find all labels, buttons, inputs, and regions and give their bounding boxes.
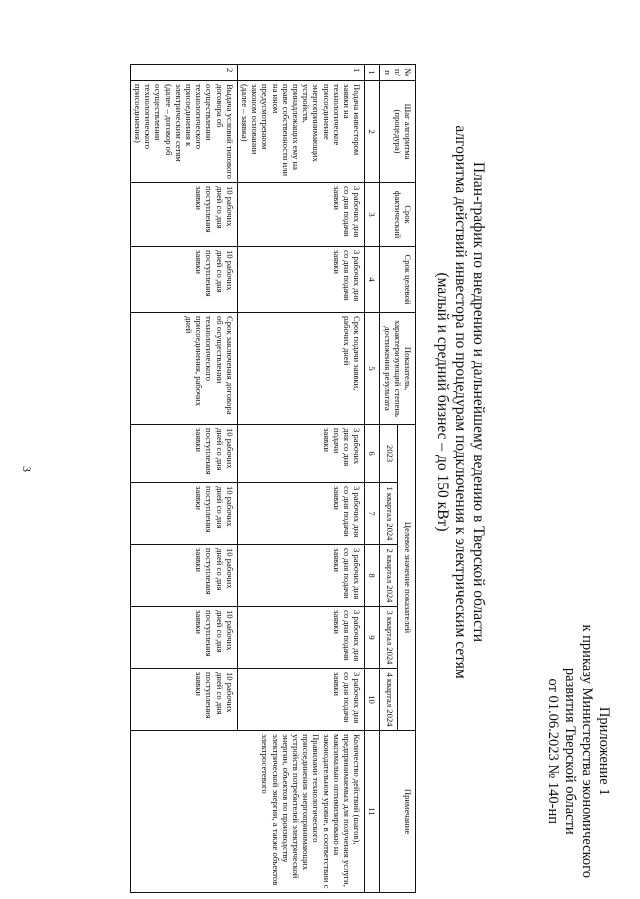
header-2023: 2023 (380, 425, 398, 483)
row-actual: 10 рабочих дней со дня поступления заявки (130, 183, 237, 247)
column-number: 1 (365, 65, 380, 81)
header-actual: Срок фактический (380, 183, 416, 247)
column-number: 4 (365, 247, 380, 313)
row-indicator: Срок подачи заявки, рабочих дней (237, 313, 364, 425)
header-q4: 4 квартал 2024 (380, 669, 398, 731)
row-2023: 3 рабочих дня со дня подачи заявки (237, 425, 364, 483)
header-num: № п/п (380, 65, 416, 81)
header-note: Примечание (380, 731, 416, 893)
header-q2: 2 квартал 2024 (380, 545, 398, 607)
header-target: Срок целевой (380, 247, 416, 313)
row-2023: 10 рабочих дней со дня поступления заявки (130, 425, 237, 483)
page-number: 3 (20, 466, 34, 472)
row-q4: 10 рабочих дней со дня поступления заявки (130, 669, 237, 731)
header-indicator: Показатель, характеризующий степень достижения результата (380, 313, 416, 425)
appendix-header (544, 625, 612, 879)
row-step: Подача инвестором заявки на технологическое присоединение энергопринимающих устройств, принадлежащих ему на праве собственности или на ином предусмотренном законом основании (далее – заявка) (237, 81, 364, 183)
row-target: 10 рабочих дней со дня поступления заявки (130, 247, 237, 313)
column-number: 10 (365, 669, 380, 731)
column-number: 2 (365, 81, 380, 183)
title-line-1: План-график по внедрению и дальнейшему ведению в Тверской области (470, 161, 487, 643)
appendix-line-3: развития Тверской области (562, 667, 578, 835)
table-row (237, 65, 364, 893)
column-number: 7 (365, 483, 380, 545)
column-number: 6 (365, 425, 380, 483)
column-number: 8 (365, 545, 380, 607)
header-q1: 1 квартал 2024 (380, 483, 398, 545)
row-q2: 3 рабочих дня со дня подачи заявки (237, 545, 364, 607)
row-q1: 10 рабочих дней со дня поступления заявки (130, 483, 237, 545)
header-target-values: Целевое значение показателей (398, 425, 416, 731)
row-q2: 10 рабочих дней со дня поступления заявки (130, 545, 237, 607)
column-number: 3 (365, 183, 380, 247)
title-line-3: (малый и средний бизнес – до 150 кВт) (434, 272, 451, 532)
column-number: 11 (365, 731, 380, 893)
appendix-line-1: Приложение 1 (596, 706, 612, 796)
title-line-2: алгоритма действий инвестора по процедурам подключения к электрическим сетям (452, 125, 469, 679)
row-q3: 3 рабочих дня со дня подачи заявки (237, 607, 364, 669)
row-q3: 10 рабочих дней со дня поступления заявки (130, 607, 237, 669)
column-number: 9 (365, 607, 380, 669)
row-target: 3 рабочих дня со дня подачи заявки (237, 247, 364, 313)
row-q4: 3 рабочих дня со дня подачи заявки (237, 669, 364, 731)
row-q1: 3 рабочих дня со дня подачи заявки (237, 483, 364, 545)
row-actual: 3 рабочих дня со дня подачи заявки (237, 183, 364, 247)
header-row-1 (398, 65, 416, 893)
column-number: 5 (365, 313, 380, 425)
document-title (433, 52, 487, 752)
row-num: 2 (130, 65, 237, 81)
appendix-line-4: от 01.06.2023 № 140-нп (545, 678, 561, 824)
row-note: Количество действий (шагов), предпринимаемых для получения услуги, максимально оптимизировано на законодательном уровне, в соответствии с Правилами технологического присоединения энергопринимающих устройств потребителей электрической энергии, объектов по производству электрической энергии, а также объектов электросетевого (130, 731, 364, 893)
row-indicator: Срок заключения договора об осуществлении технологического присоединения, рабочих дней (130, 313, 237, 425)
row-num: 1 (237, 65, 364, 81)
header-q3: 3 квартал 2024 (380, 607, 398, 669)
header-step: Шаг алгоритма (процедура) (380, 81, 416, 183)
rotated-landscape-page (22, 52, 612, 892)
appendix-line-2: к приказу Министерства экономического (579, 624, 595, 878)
column-numbers-row (365, 65, 380, 893)
row-step: Выдача условий типового договора об осуществлении технологического присоединения к электрическим сетям (далее – договор об осуществлении технологического присоединения) (130, 81, 237, 183)
plan-table (130, 64, 416, 893)
